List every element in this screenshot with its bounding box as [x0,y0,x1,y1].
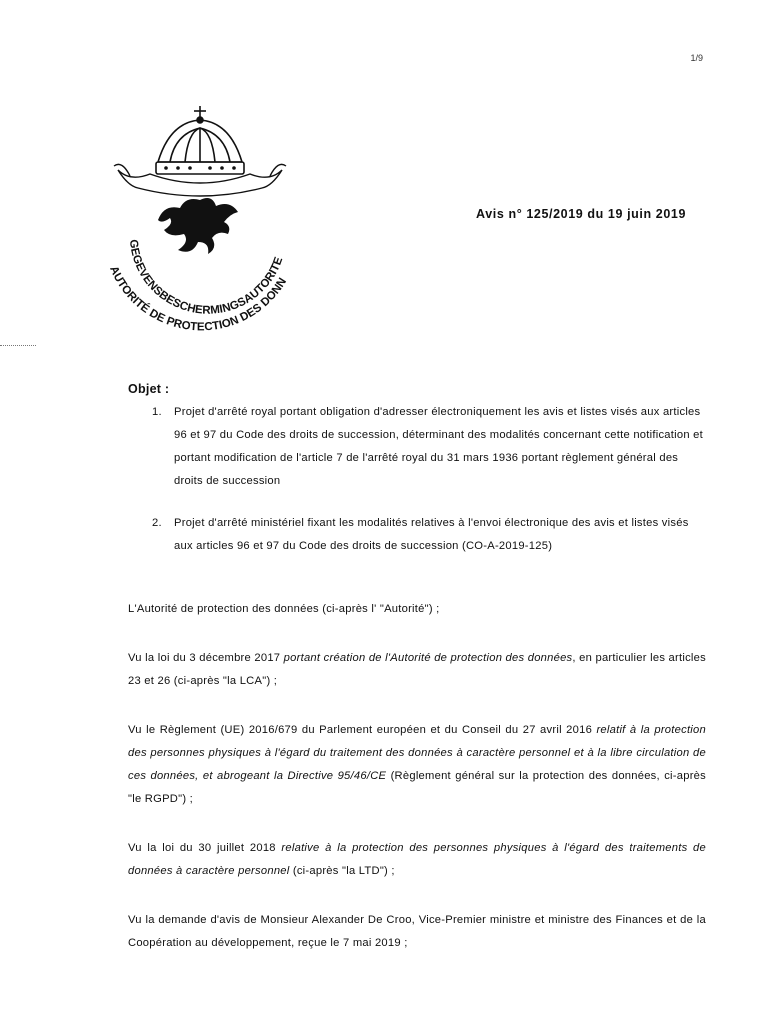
paragraph-text: Vu la loi du 30 juillet 2018 [128,842,282,854]
list-item-number: 1. [152,406,162,418]
paragraph-emphasis: portant création de l'Autorité de protection des données [283,652,573,664]
paragraph-emphasis: relative à la protection des personnes physiques à l'égard des traitements de données à caractère personnel [128,842,707,877]
paragraph-ltd [128,837,706,883]
list-item-text: Projet d'arrêté ministériel fixant les modalités relatives à l'envoi électronique des avis et listes visés aux articles 96 et 97 du Code des droits de succession (CO-A-2019-125) [174,517,689,552]
page-number: 1/9 [690,53,703,63]
paragraph-text: Vu la demande d'avis de Monsieur Alexander De Croo, Vice-Premier ministre et ministre des Finances et de la Coopération au développement, reçue le 7 mai 2019 ; [128,914,706,949]
margin-divider [0,345,36,346]
paragraph-demande [128,909,706,955]
avis-title: Avis n° 125/2019 du 19 juin 2019 [476,207,686,221]
paragraph-text: Vu le Règlement (UE) 2016/679 du Parlement européen et du Conseil du 27 avril 2016 [128,724,597,736]
paragraph-text: L'Autorité de protection des données (ci-après l' "Autorité") ; [128,603,440,615]
list-item [128,512,706,558]
royal-crown-lion-emblem-icon [100,100,300,340]
paragraph-lca [128,647,706,693]
paragraph-text: Vu la loi du 3 décembre 2017 [128,652,284,664]
paragraph-rgpd [128,719,706,811]
paragraph-text: (Règlement général sur la protection des données, ci-après "le RGPD") ; [128,770,706,805]
paragraph-autorite [128,598,706,621]
logo-text-top: GEGEVENSBESCHERMINGSAUTORITE [126,238,286,317]
objet-list [128,401,706,558]
list-item-number: 2. [152,517,162,529]
objet-label: Objet : [128,382,170,396]
paragraph-text: (ci-après "la LTD") ; [289,865,395,877]
authority-logo [100,100,300,340]
document-body [128,378,706,955]
paragraph-text: , en particulier les articles 23 et 26 (ci-après "la LCA") ; [128,652,706,687]
paragraph-emphasis: relatif à la protection des personnes physiques à l'égard du traitement des données à caractère personnel et à la libre circulation de ces données, et abrogeant la Directive 95/46/CE [128,724,706,782]
list-item-text: Projet d'arrêté royal portant obligation d'adresser électroniquement les avis et listes visés aux articles 96 et 97 du Code des droits de succession, déterminant des modalités concernant cette notification et portant modification de l'article 7 de l'arrêté royal du 31 mars 1936 portant règlement général des droits de succession [174,406,703,487]
logo-text-bottom: AUTORITÉ DE PROTECTION DES DONN [107,264,290,334]
list-item [128,401,706,493]
